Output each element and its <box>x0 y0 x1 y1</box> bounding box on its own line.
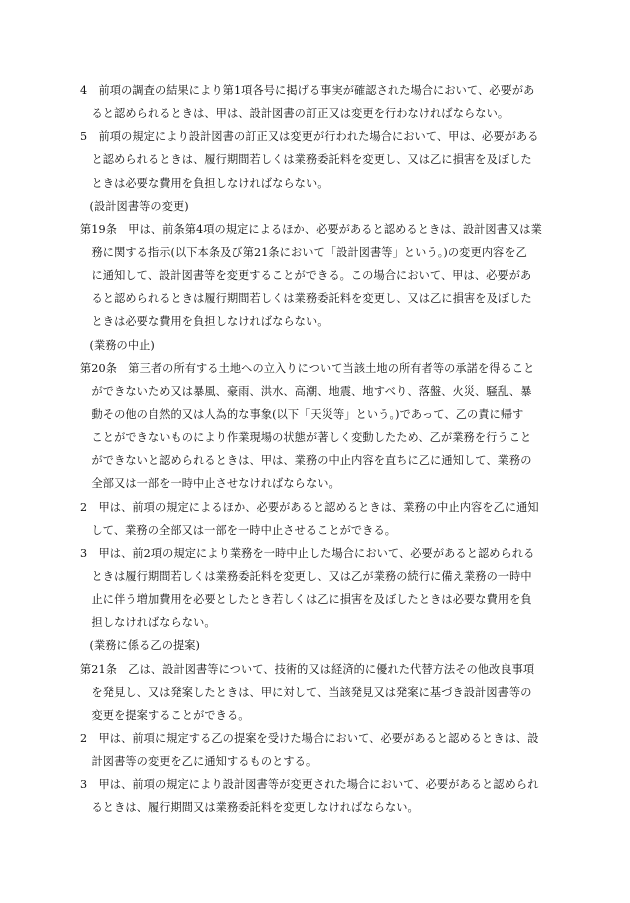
text-line: ときは必要な費用を負担しなければならない。 <box>91 315 329 329</box>
paragraph-first-line: 2 甲は、前項の規定によるほか、必要があると認めるときは、業務の中止内容を乙に通知 <box>80 500 539 514</box>
section-heading: (業務の中止) <box>89 338 155 352</box>
paragraph-first-line: 3 甲は、前2項の規定により業務を一時中止した場合において、必要があると認められる <box>80 546 535 560</box>
text-line: ると認められるときは履行期間若しくは業務委託料を変更し、又は乙に損害を及ぼした <box>91 292 532 306</box>
text-line: ができないと認められるときは、甲は、業務の中止内容を直ちに乙に通知して、業務の <box>91 454 532 468</box>
article-first-line: 第19条 甲は、前条第4項の規定によるほか、必要があると認めるときは、設計図書又は業 <box>80 222 542 236</box>
text-line: 担しなければならない。 <box>91 616 216 630</box>
paragraph-first-line: 4 前項の調査の結果により第1項各号に掲げる事実が確認された場合において、必要があ <box>80 84 535 97</box>
text-line: 変更を提案することができる。 <box>91 708 250 722</box>
paragraph-first-line: 5 前項の規定により設計図書の訂正又は変更が行われた場合において、甲は、必要がある <box>80 130 539 144</box>
text-line: 務に関する指示(以下本条及び第21条において「設計図書等」という。)の変更内容を乙 <box>91 245 527 259</box>
document-body <box>80 79 550 820</box>
text-line: して、業務の全部又は一部を一時中止させることができる。 <box>91 523 397 537</box>
text-line: るときは、履行期間又は業務委託料を変更しなければならない。 <box>91 801 419 815</box>
section-heading: (設計図書等の変更) <box>89 199 189 213</box>
text-line: 止に伴う増加費用を必要としたとき若しくは乙に損害を及ぼしたときは必要な費用を負 <box>91 593 532 607</box>
text-line: ときは履行期間若しくは業務委託料を変更し、又は乙が業務の続行に備え業務の一時中 <box>91 569 532 583</box>
paragraph-first-line: 3 甲は、前項の規定により設計図書等が変更された場合において、必要があると認められ <box>80 778 539 792</box>
text-line: を発見し、又は発案したときは、甲に対して、当該発見又は発案に基づき設計図書等の <box>91 685 532 699</box>
text-line: ときは必要な費用を負担しなければならない。 <box>91 176 329 190</box>
text-line: ことができないものにより作業現場の状態が著しく変動したため、乙が業務を行うこと <box>91 431 532 445</box>
article-first-line: 第21条 乙は、設計図書等について、技術的又は経済的に優れた代替方法その他改良事項 <box>80 662 535 676</box>
text-line: 計図書等の変更を乙に通知するものとする。 <box>91 755 318 769</box>
article-first-line: 第20条 第三者の所有する土地への立入りについて当該土地の所有者等の承諾を得ること <box>80 361 535 375</box>
text-line: 全部又は一部を一時中止させなければならない。 <box>91 477 340 491</box>
text-line: に通知して、設計図書等を変更することができる。この場合において、甲は、必要があ <box>91 269 532 283</box>
text-line: と認められるときは、履行期間若しくは業務委託料を変更し、又は乙に損害を及ぼした <box>91 153 532 167</box>
text-line: ると認められるときは、甲は、設計図書の訂正又は変更を行わなければならない。 <box>91 107 510 121</box>
paragraph-first-line: 2 甲は、前項に規定する乙の提案を受けた場合において、必要があると認めるときは、設 <box>80 731 539 745</box>
text-line: ができないため又は暴風、豪雨、洪水、高潮、地震、地すべり、落盤、火災、騒乱、暴 <box>91 384 532 398</box>
section-heading: (業務に係る乙の提案) <box>89 639 201 653</box>
text-line: 動その他の自然的又は人為的な事象(以下「天災等」という。)であって、乙の責に帰す <box>91 407 524 421</box>
